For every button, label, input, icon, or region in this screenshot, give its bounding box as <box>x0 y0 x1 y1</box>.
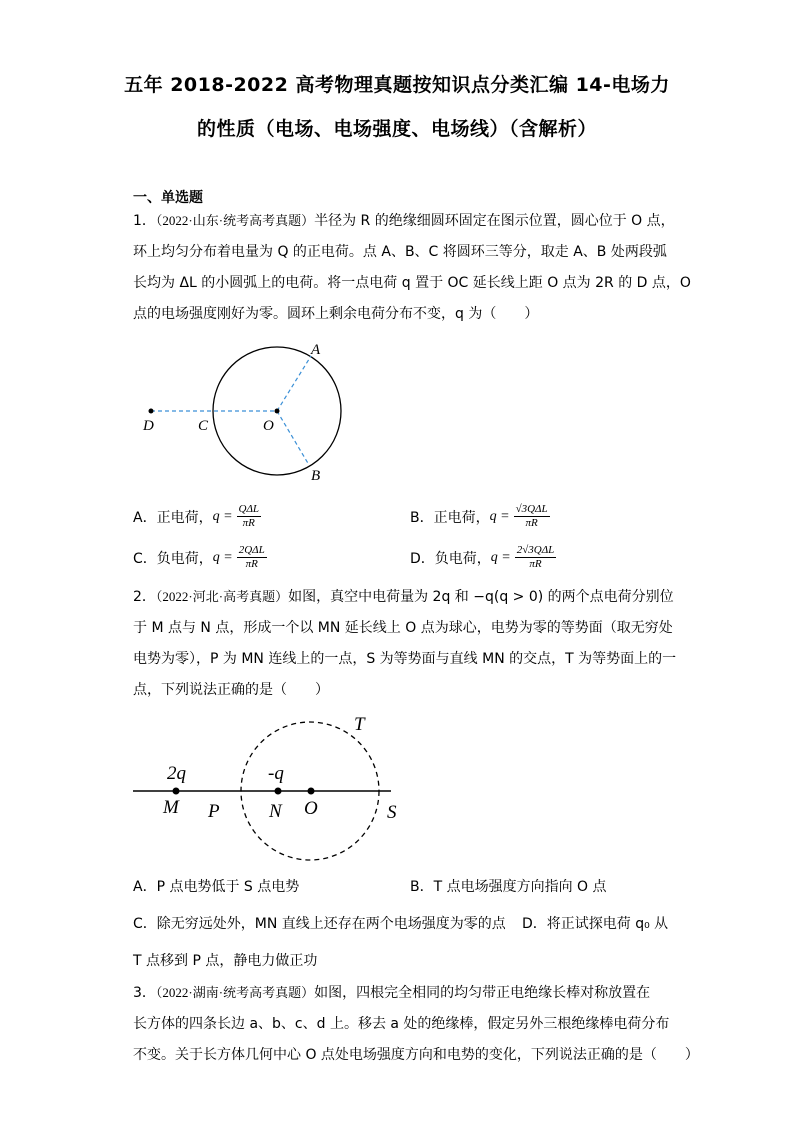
question-2-line-4: 点，下列说法正确的是（ ） <box>133 682 329 698</box>
question-1-line-2: 环上均匀分布着电量为 Q 的正电荷。点 A、B、C 将圆环三等分，取走 A、B 处两段弧 <box>133 244 667 260</box>
question-3-line-3: 不变。关于长方体几何中心 O 点处电场强度方向和电势的变化，下列说法正确的是（ ） <box>133 1047 699 1063</box>
option-2A[interactable]: A．P 点电势低于 S 点电势 <box>133 879 300 895</box>
svg-text:2q: 2q <box>167 763 186 784</box>
question-2-line-1: 2．（2022·河北·高考真题）如图，真空中电荷量为 2q 和 −q(q > 0) 的两个点电荷分别位 <box>133 589 674 605</box>
svg-text:C: C <box>198 418 209 434</box>
question-1-line-3: 长均为 ΔL 的小圆弧上的电荷。将一点电荷 q 置于 OC 延长线上距 O 点为 2R 的 D 点，O <box>133 275 691 291</box>
question-number: 1． <box>133 213 156 229</box>
question-2-line-2: 于 M 点与 N 点，形成一个以 MN 延长线上 O 点为球心，电势为零的等势面（取无穷处 <box>133 620 673 636</box>
question-2-figure <box>120 705 420 865</box>
svg-text:N: N <box>269 801 282 822</box>
option-2D[interactable]: D．将正试探电荷 q₀ 从 <box>522 916 669 932</box>
question-3-line-1: 3．（2022·湖南·统考高考真题）如图，四根完全相同的均匀带正电绝缘长棒对称放置在 <box>133 985 651 1001</box>
question-source: （2022·山东·统考高考真题） <box>155 213 315 228</box>
question-1-line-4: 点的电场强度刚好为零。圆环上剩余电荷分布不变，q 为（ ） <box>133 306 539 322</box>
option-1D[interactable]: D．负电荷， q = $\frac{\text{2√3QΔL}}{\pi R}$ <box>410 544 555 570</box>
question-1-figure <box>130 330 390 490</box>
svg-text:S: S <box>387 802 397 823</box>
document-title-line1: 五年 2018-2022 高考物理真题按知识点分类汇编 14-电场力 <box>124 74 670 96</box>
section-heading: 一、单选题 <box>133 190 203 206</box>
option-1A[interactable]: A．正电荷， q = $\frac{\text{QΔL}}{\pi R}$ <box>133 503 260 529</box>
option-2B[interactable]: B．T 点电场强度方向指向 O 点 <box>410 879 607 895</box>
svg-text:P: P <box>208 801 220 822</box>
document-title-line2: 的性质（电场、电场强度、电场线）（含解析） <box>196 118 597 140</box>
option-2C[interactable]: C．除无穷远处外，MN 直线上还存在两个电场强度为零的点 <box>133 916 506 932</box>
svg-text:T: T <box>354 714 365 735</box>
option-1C[interactable]: C．负电荷， q = $\frac{\text{2QΔL}}{\pi R}$ <box>133 544 265 570</box>
svg-text:M: M <box>163 797 179 818</box>
question-3-line-2: 长方体的四条长边 a、b、c、d 上。移去 a 处的绝缘棒，假定另外三根绝缘棒电荷分布 <box>133 1016 670 1032</box>
question-1-line-1: 1．（2022·山东·统考高考真题）半径为 R 的绝缘细圆环固定在图示位置，圆心位于 O 点， <box>133 213 675 229</box>
option-2D-continued[interactable]: T 点移到 P 点，静电力做正功 <box>133 953 318 969</box>
svg-text:O: O <box>263 418 274 434</box>
svg-text:-q: -q <box>268 763 284 784</box>
question-2-line-3: 电势为零），P 为 MN 连线上的一点，S 为等势面与直线 MN 的交点，T 为等势面上的一 <box>133 651 677 667</box>
svg-text:A: A <box>311 342 321 358</box>
option-1B[interactable]: B．正电荷， q = $\frac{\text{√3QΔL}}{\pi R}$ <box>410 503 548 529</box>
svg-text:D: D <box>143 418 154 434</box>
svg-text:B: B <box>311 468 321 484</box>
svg-text:O: O <box>304 798 318 819</box>
